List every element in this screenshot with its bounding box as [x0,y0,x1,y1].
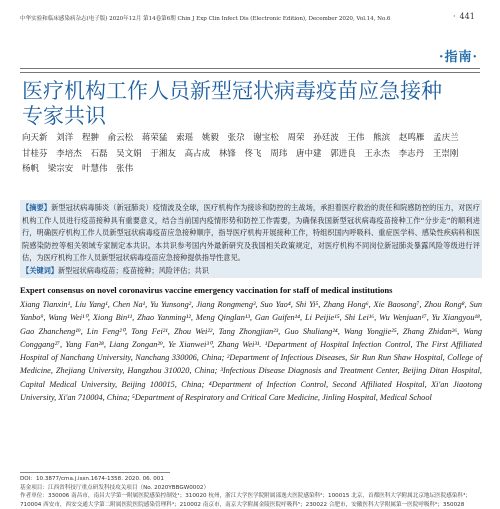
author-name-cn: 林锋 [218,148,236,159]
author-name-cn: 俞云松 [107,133,134,143]
author-name-cn: 杨帆 [22,164,40,175]
author-name-cn: 孟庆兰 [433,133,459,143]
abstract-text: 新型冠状病毒肺炎（新冠肺炎）疫情波及全球，医疗机构作为接诊和防控的主战场，承担着医疗救治的责任和院感防控的压力，对医疗机构工作人员进行疫苗接种具有重要意义，结合当前国内疫情形势和防控工作需要，为确保我国新型冠状病毒疫苗接种工作“分步走”的顺利进行，明确医疗机构工作人员新型冠状病毒疫苗应急接种顺序，指导医疗机构开展接种工作，特组织国内呼吸科、重症医学科、感染性疾病科和医院感染防控等相关领域专家制定本共识。本共识参考国内外最新研究及我国相关政策规定，对医疗机构不同岗位新冠肺炎暴露风险等级进行评估，为医疗机构工作人员新型冠状病毒疫苗应急接种提供指导性意见。 [22,203,480,263]
author-name-cn: 吴文娟 [116,148,142,159]
footnote-rule [20,472,170,473]
author-name-cn: 姚毅 [201,133,219,143]
author-name-cn: 向天新 [22,133,48,143]
author-name-cn: 王伟 [347,133,365,143]
author-name-cn: 孙廷波 [313,133,339,143]
divider-top [20,68,480,69]
author-name-cn: 郭进良 [330,148,356,159]
author-name-cn: 佟飞 [244,148,262,159]
doi-line: DOI：10.3877/cma.j.issn.1674-1358. 2020. 06. 001 [20,476,164,482]
author-name-cn: 李志丹 [398,148,425,159]
abstract-label: 【摘要】 [22,203,52,212]
author-name-cn: 索瑶 [176,133,194,143]
keywords-text: 新型冠状病毒疫苗；疫苗接种；风险评估；共识 [57,265,209,275]
author-name-cn: 熊滨 [373,133,391,143]
page-number-value: 441 [459,12,475,21]
article-title-en: Expert consensus on novel coronavirus vaccine emergency vaccination for staff of medical institutions [20,285,393,295]
author-name-cn: 王崇刚 [432,148,459,159]
author-name-cn: 高占成 [184,148,211,159]
fund-line: 基金项目：江西省科技厅重点研发科技攻关项目（No. 2020YBBGW0002） [20,484,210,491]
abstract-block [22,202,480,278]
author-name-cn: 蒋荣猛 [141,133,168,143]
keywords-label: 【关键词】 [22,265,58,275]
author-name-cn: 周荣 [287,133,305,143]
author-name-cn: 梁宗安 [47,164,74,175]
page-number-dot: · [453,12,456,21]
author-name-cn: 谢宝松 [253,133,279,143]
author-name-cn: 李培杰 [56,148,82,159]
author-name-cn: 甘桂芬 [22,148,48,159]
author-name-cn: 石磊 [90,148,108,159]
author-list-cn [22,131,482,178]
author-name-cn: 张伟 [116,164,134,175]
divider-bottom [20,72,480,73]
author-name-cn: 赵鸣雁 [398,133,425,143]
authors-affiliations-en: Xiang Tianxin¹, Liu Yang¹, Chen Na¹, Yu Yunsong², Jiang Rongmeng³, Suo Yao⁴, Shi Yi⁵, Zhang Hong⁶, Xie Baosong⁷, Zhou Rong⁸, Sun Yanbo⁹, Wang Wei¹⁰, Xiong Bin¹¹, Zhao Yanming¹², Meng Qinglan¹³, Gan Guifen¹⁴, Li Peijie¹⁵, Shi Lei¹⁶, Wu Wenjuan¹⁷, Yu Xiangyou¹⁸, Gao Zhancheng¹⁹, Lin Feng²⁰, Tong Fei²¹, Zhou Wei²², Tang Zhongjian²³, Guo Shuliang²⁴, Wang Yongjie²⁵, Zhang Zhidan²⁶, Wang Conggang²⁷, Yang Fan²⁸, Liang Zongan²⁹, Ye Xianwei³⁰, Zhang Wei³¹. ¹Department of Hospital Infection Control, The First Affiliated Hospital of Nanchang University, Nanchang 330006, China; ²Department of Infectious Diseases, Sir Run Run Shaw Hospital, College of Medicine, Zhejiang University, Hangzhou 310020, China; ³Infectious Disease Diagnosis and Treatment Center, Beijing Ditan Hospital, Capital Medical University, Beijing 100015, China; ⁴Department of Infection Control, Second Affiliated Hospital, Xi'an Jiaotong University, Xi'an 710004, China; ⁵Department of Respiratory and Critical Care Medicine, Jinling Hospital, Medical School [20,300,482,403]
running-header: 中华实验和临床感染病杂志(电子版) 2020年12月 第14卷第6期 Chin J Exp Clin Infect Dis (Electronic Edition), December 2020, Vol.14, No.6 [20,16,391,22]
author-name-cn: 刘洋 [56,133,74,143]
author-name-cn: 程翀 [81,133,99,143]
author-name-cn: 叶慧伟 [81,164,108,175]
affiliation-line: 作者单位：330006 南昌市，南昌大学第一附属医院感染控制处¹；310020 杭州，浙江大学医学院附属邵逸夫医院感染科²；100015 北京，首都医科大学附属北京地坛医院感染科³；710004 西安市，西安交通大学第二附属医院医院感染管理科⁴；210002 南京市，南京大学附属金陵医院呼吸科⁵；230022 合肥市，安徽医科大学附属第一医院呼吸科⁶；350028 [20,493,471,508]
author-name-cn: 周玮 [270,148,288,159]
author-name-cn: 唐中建 [295,148,322,159]
article-title-cn: 医疗机构工作人员新型冠状病毒疫苗应急接种专家共识 [22,79,442,128]
author-name-cn: 张尕 [227,133,245,143]
author-name-cn: 王永杰 [364,148,390,159]
footnotes [20,475,482,508]
page-number [453,12,475,21]
author-name-cn: 于湘友 [150,148,176,159]
section-label: ·指南· [438,50,478,65]
